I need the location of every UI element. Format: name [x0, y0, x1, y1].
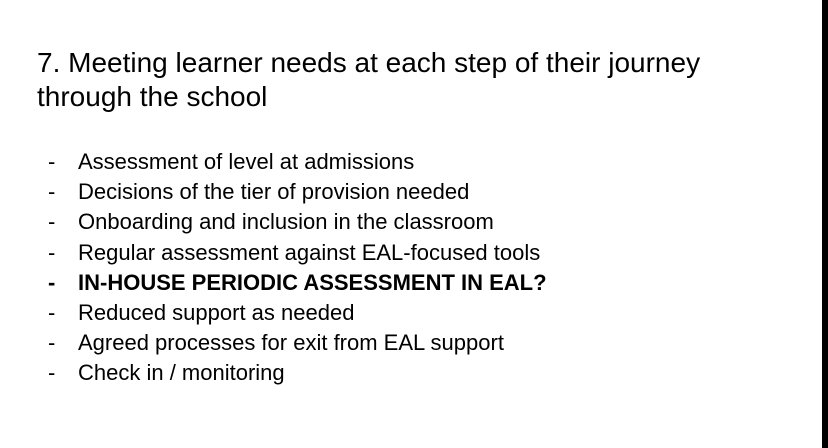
bullet-item [0, 328, 800, 358]
window-edge [822, 0, 828, 448]
bullet-dash: - [48, 269, 56, 295]
bullet-item [0, 298, 800, 328]
bullet-text: Assessment of level at admissions [78, 149, 415, 174]
bullet-list [0, 147, 800, 389]
bullet-item [0, 177, 800, 207]
bullet-text: Onboarding and inclusion in the classroom [78, 209, 494, 235]
bullet-dash: - [48, 239, 56, 265]
bullet-text: Reduced support as needed [78, 299, 355, 325]
bullet-dash: - [48, 209, 56, 235]
bullet-dash: - [48, 299, 56, 325]
bullet-text: Check in / monitoring [78, 360, 285, 386]
bullet-item [0, 147, 800, 177]
bullet-item [0, 358, 800, 388]
bullet-text: Decisions of the tier of provision needed [78, 179, 470, 205]
bullet-item [0, 238, 800, 268]
bullet-dash: - [48, 360, 56, 386]
slide-title: 7. Meeting learner needs at each step of their journey through the school [37, 47, 701, 112]
bullet-item-emphasized [0, 268, 800, 298]
bullet-dash: - [48, 330, 56, 356]
bullet-text: Regular assessment against EAL-focused tools [78, 239, 541, 265]
bullet-dash: - [48, 149, 56, 174]
bullet-text: Agreed processes for exit from EAL support [78, 330, 504, 356]
bullet-text: IN-HOUSE PERIODIC ASSESSMENT IN EAL? [78, 269, 547, 295]
bullet-item [0, 207, 800, 237]
bullet-dash: - [48, 179, 56, 205]
